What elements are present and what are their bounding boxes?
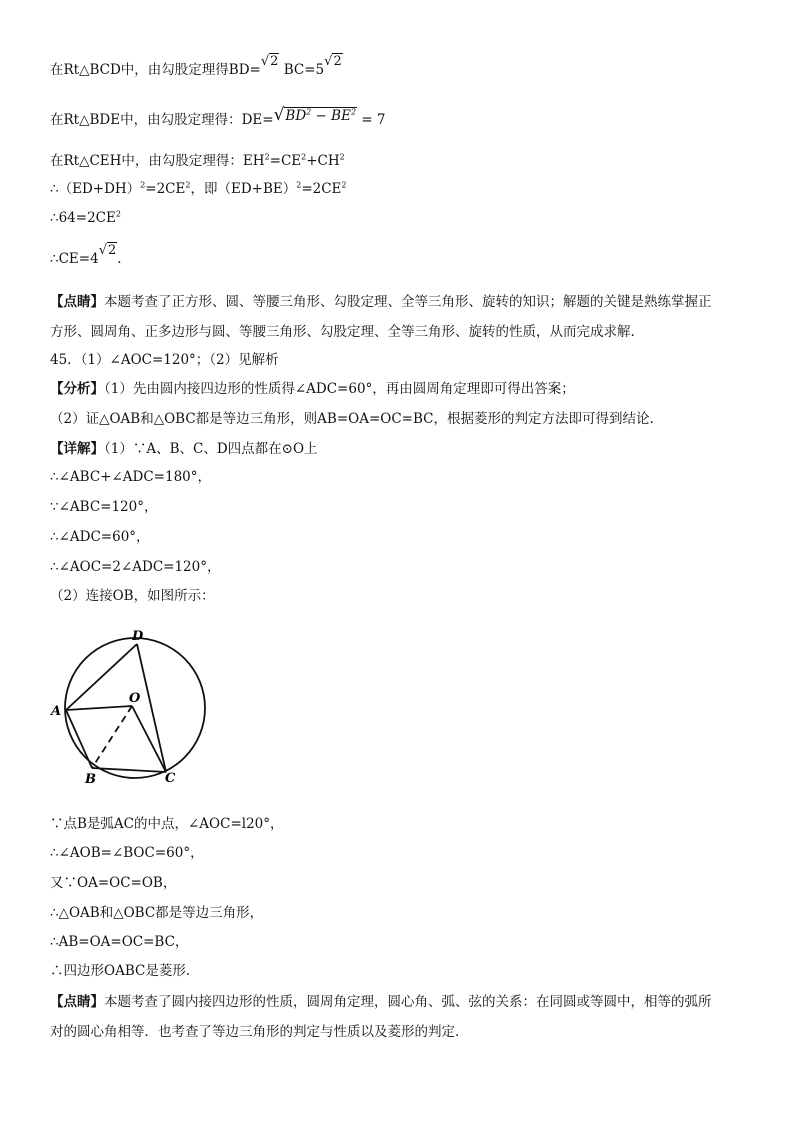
sqrt-2-c: √2 [98, 243, 117, 258]
detail-line-3: ∵∠ABC=120°， [50, 499, 158, 515]
comment-1-line-2: 方形、圆周角、正多边形与圆、等腰三角形、勾股定理、全等三角形、旋转的性质，从而完成求解. [50, 324, 635, 340]
circle-quadrilateral-figure [48, 628, 218, 788]
comment-2-line-2: 对的圆心角相等．也考查了等边三角形的判定与性质以及菱形的判定. [50, 1024, 460, 1040]
line-bd: 在Rt△BCD中，由勾股定理得BD=√2 BC=5√2 [50, 54, 342, 78]
proof-line-6: ∴四边形OABC是菱形. [50, 963, 191, 979]
analysis-tag: 【分析】 [50, 381, 104, 397]
sqrt-bd2-be2: $√BD^2 - BE^2$ [273, 105, 357, 125]
analysis-line-2: （2）证△OAB和△OBC都是等边三角形，则AB=OA=OC=BC，根据菱形的判定方法即可得到结论. [50, 411, 654, 427]
line-de: 在Rt△BDE中，由勾股定理得：$DE=√BD^2 - BE^2 = 7$ [50, 105, 386, 128]
segment-oc [132, 706, 166, 772]
detail-line-6: （2）连接OB，如图所示： [50, 588, 215, 604]
comment-tag: 【点睛】 [50, 294, 104, 310]
analysis-line-1: 【分析】（1）先由圆内接四边形的性质得∠ADC=60°，再由圆周角定理即可得出答案； [50, 381, 575, 397]
comment-2-line-1: 【点睛】本题考查了圆内接四边形的性质，圆周角定理，圆心角、弧、弦的关系：在同圆或等圆中，相等的弧所 [50, 994, 712, 1010]
proof-line-3: 又∵OA=OC=OB， [50, 875, 177, 891]
proof-line-2: ∴∠AOB=∠BOC=60°， [50, 845, 204, 861]
sqrt-2-a: √2 [260, 54, 279, 69]
line-eh: 在Rt△CEH中，由勾股定理得：$EH^2=CE^2+CH^2$ [50, 152, 345, 169]
detail-line-5: ∴∠AOC=2∠ADC=120°， [50, 559, 221, 575]
detail-tag: 【详解】 [50, 441, 104, 457]
detail-line-1: 【详解】（1）∵A、B、C、D四点都在⊙O上 [50, 441, 318, 457]
segment-ad [66, 644, 137, 710]
label-o: O [129, 691, 141, 706]
proof-line-4: ∴△OAB和△OBC都是等边三角形， [50, 905, 264, 921]
line-64: $\therefore 64=2CE^2$ [50, 209, 121, 226]
segment-ab [66, 710, 92, 768]
detail-line-4: ∴∠ADC=60°， [50, 529, 150, 545]
question-45-answer: 45．（1）∠AOC=120°；（2）见解析 [50, 352, 279, 368]
sqrt-2-b: √2 [324, 54, 342, 69]
label-a: A [51, 704, 62, 719]
segment-ao [66, 706, 132, 710]
segment-dc [137, 644, 166, 772]
label-c: C [165, 771, 176, 786]
detail-line-2: ∴∠ABC+∠ADC=180°， [50, 469, 212, 485]
line-ed-dh: $\therefore(ED+DH)^2=2CE^2$，即$(ED+BE)^2=2CE^2$ [50, 180, 347, 197]
proof-line-5: ∴AB=OA=OC=BC， [50, 934, 189, 950]
line-ce: ∴CE=4√2. [50, 243, 122, 267]
comment-tag: 【点睛】 [50, 994, 104, 1010]
comment-1-line-1: 【点睛】本题考查了正方形、圆、等腰三角形、勾股定理、全等三角形、旋转的知识；解题的关键是熟练掌握正 [50, 294, 712, 310]
label-b: B [85, 772, 96, 787]
segment-ob-dashed [92, 706, 132, 768]
label-d: D [132, 629, 144, 644]
proof-line-1: ∵点B是弧AC的中点，∠AOC=l20°， [50, 816, 284, 832]
